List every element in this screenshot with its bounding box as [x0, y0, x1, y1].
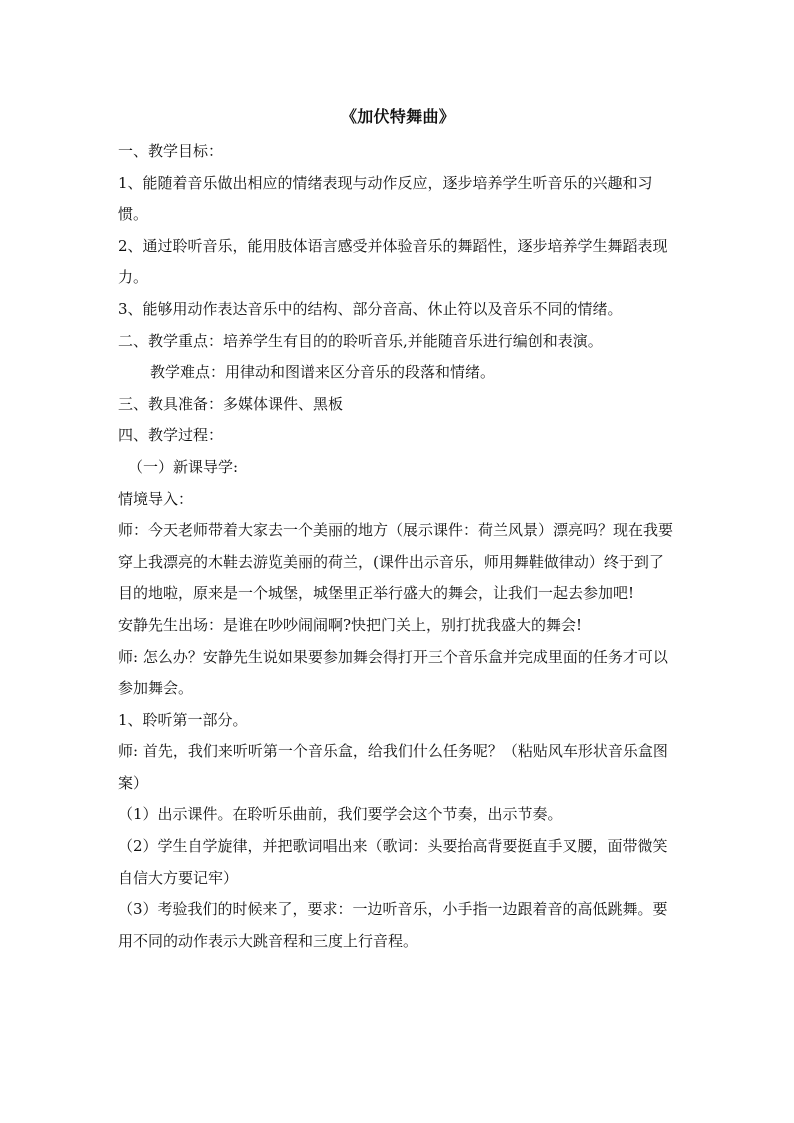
objective-1: 1、能随着音乐做出相应的情绪表现与动作反应，逐步培养学生听音乐的兴趣和习惯。 [118, 173, 653, 224]
section-teaching-aids: 三、教具准备：多媒体课件、黑板 [118, 394, 344, 413]
document-page [118, 104, 678, 957]
step-3: （3）考验我们的时候来了，要求：一边听音乐，小手指一边跟着音的高低跳舞。要用不同的动作表示大跳音程和三度上行音程。 [118, 900, 668, 950]
step-2: （2）学生自学旋律，并把歌词唱出来（歌词：头要抬高背要挺直手叉腰，面带微笑自信大方要记牢） [118, 837, 668, 887]
teacher-question-paragraph: 师: 怎么办？安静先生说如果要参加舞会得打开三个音乐盒并完成里面的任务才可以参加舞会。 [118, 647, 668, 698]
objective-3: 3、能够用动作表达音乐中的结构、部分音高、休止符以及音乐不同的情绪。 [118, 299, 623, 318]
document-title: 《加伏特舞曲》 [340, 107, 456, 126]
subsection-new-lesson: （一）新课导学: [128, 457, 239, 476]
scenario-intro-heading: 情境导入： [118, 489, 194, 508]
teacher-first-box-paragraph: 师: 首先，我们来听听第一个音乐盒，给我们什么任务呢？（粘贴风车形状音乐盒图案） [118, 742, 668, 792]
section-process-heading: 四、教学过程： [118, 426, 224, 445]
section-objectives-heading: 一、教学目标： [118, 142, 224, 160]
mr-quiet-line: 安静先生出场：是谁在吵吵闹闹啊?快把门关上，别打扰我盛大的舞会! [118, 615, 583, 634]
difficult-points: 教学难点：用律动和图谱来区分音乐的段落和情绪。 [150, 363, 496, 382]
step-1: （1）出示课件。在聆听乐曲前，我们要学会这个节奏，出示节奏。 [118, 805, 563, 824]
listen-part-one-heading: 1、聆听第一部分。 [118, 710, 248, 729]
teacher-intro-paragraph: 师：今天老师带着大家去一个美丽的地方（展示课件：荷兰风景）漂亮吗？现在我要穿上我漂亮的木鞋去游览美丽的荷兰，(课件出示音乐，师用舞鞋做律动）终于到了目的地啦，原来是一个城堡，城堡里正举行盛大的舞会，让我们一起去参加吧! [118, 521, 674, 603]
objective-2: 2、通过聆听音乐，能用肢体语言感受并体验音乐的舞蹈性，逐步培养学生舞蹈表现力。 [118, 236, 668, 287]
section-key-points: 二、教学重点：培养学生有目的的聆听音乐,并能随音乐进行编创和表演。 [118, 331, 603, 350]
